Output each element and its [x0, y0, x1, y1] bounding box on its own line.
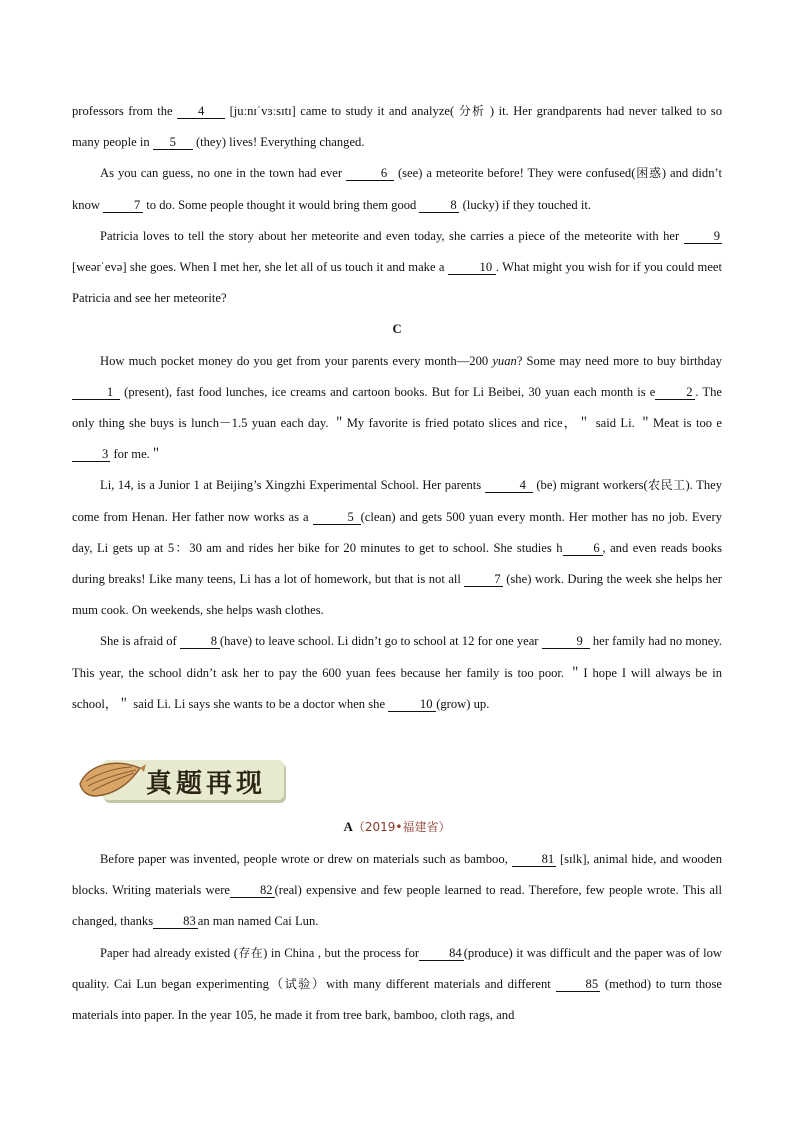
answer-blank[interactable]: 4	[485, 478, 533, 493]
answer-blank[interactable]: 6	[346, 166, 394, 181]
answer-blank[interactable]: 7	[103, 198, 143, 213]
answer-blank[interactable]: 6	[563, 541, 603, 556]
section-banner	[74, 754, 286, 804]
answer-blank[interactable]: 10	[448, 260, 496, 275]
answer-blank[interactable]: 84	[419, 946, 464, 961]
answer-blank[interactable]: 2	[655, 385, 695, 400]
passage-b	[72, 96, 722, 720]
paragraph: Paper had already existed (存在) in China , but the process for 84 (produce) it was difficult and the paper was of low quality. Cai Lun began experimenting（试验）with many different materials and different 85 (method) to turn those materials into paper. In the year 105, he made it from tree bark, bamboo, cloth rags, and	[72, 945, 722, 1023]
answer-blank[interactable]: 10	[388, 697, 436, 712]
answer-blank[interactable]: 83	[153, 914, 198, 929]
passage-a	[72, 844, 722, 1031]
answer-blank[interactable]: 81	[512, 852, 557, 867]
paragraph: Patricia loves to tell the story about her meteorite and even today, she carries a piece of the meteorite with her 9 [weərˈevə] she goes. When I met her, she let all of us touch it and make a 10 . What might you wish for if you could meet Patricia and see her meteorite?	[72, 228, 722, 306]
section-heading: C	[392, 322, 402, 337]
answer-blank[interactable]: 5	[153, 135, 193, 150]
answer-blank[interactable]: 5	[313, 510, 361, 525]
answer-blank[interactable]: 7	[464, 572, 502, 587]
answer-blank[interactable]: 3	[72, 447, 110, 462]
paragraph: As you can guess, no one in the town had ever 6 (see) a meteorite before! They were confused(困惑) and didn’t know 7 to do. Some people thought it would bring them good 8 (lucky) if they touched it.	[72, 166, 722, 212]
shell-icon	[74, 754, 150, 804]
answer-blank[interactable]: 1	[72, 385, 120, 400]
paragraph: She is afraid of 8 (have) to leave school. Li didn’t go to school at 12 for one year 9 her family had no money. This year, the school didn’t ask her to pay the 600 yuan fees because her family is too poor. ＂I hope I will always be in school，＂ said Li. Li says she wants to be a doctor when she 10 (grow) up.	[72, 634, 722, 711]
answer-blank[interactable]: 82	[230, 883, 275, 898]
answer-blank[interactable]: 8	[180, 634, 220, 649]
answer-blank[interactable]: 9	[684, 229, 722, 244]
paragraph: Li, 14, is a Junior 1 at Beijing’s Xingzhi Experimental School. Her parents 4 (be) migrant workers(农民工). They come from Henan. Her father now works as a 5 (clean) and gets 500 yuan every month. Her mother has no job. Every day, Li gets up at 5：30 am and rides her bike for 20 minutes to get to school. She studies h 6 , and even reads books during breaks! Like many teens, Li has a lot of homework, but that is not all 7 (she) work. During the week she helps her mum cook. On weekends, she helps wash clothes.	[72, 478, 723, 618]
banner-title: 真题再现	[146, 769, 267, 799]
paragraph: How much pocket money do you get from your parents every month—200 yuan? Some may need more to buy birthday 1 (present), fast food lunches, ice creams and cartoon books. But for Li Beibei, 30 yuan each month is e 2 . The only thing she buys is lunch－1.5 yuan each day. ＂My favorite is fried potato slices and rice，＂ said Li. ＂Meat is too e3 for me.＂	[72, 353, 722, 462]
paragraph: Before paper was invented, people wrote or drew on materials such as bamboo, 81 [sɪlk], animal hide, and wooden blocks. Writing materials were 82 (real) expensive and few people learned to read. Therefore, few people wrote. This all changed, thanks 83 an man named Cai Lun.	[72, 852, 722, 929]
answer-blank[interactable]: 9	[542, 634, 590, 649]
answer-blank[interactable]: 4	[177, 104, 225, 119]
answer-blank[interactable]: 8	[419, 198, 459, 213]
paragraph: professors from the 4 [juːnɪˈvɜːsɪtɪ] came to study it and analyze( 分析 ) it. Her grandparents had never talked to so many people in 5 (they) lives! Everything changed.	[72, 104, 722, 150]
answer-blank[interactable]: 85	[556, 977, 601, 992]
section-heading-a: A（2019•福建省）	[343, 819, 451, 834]
